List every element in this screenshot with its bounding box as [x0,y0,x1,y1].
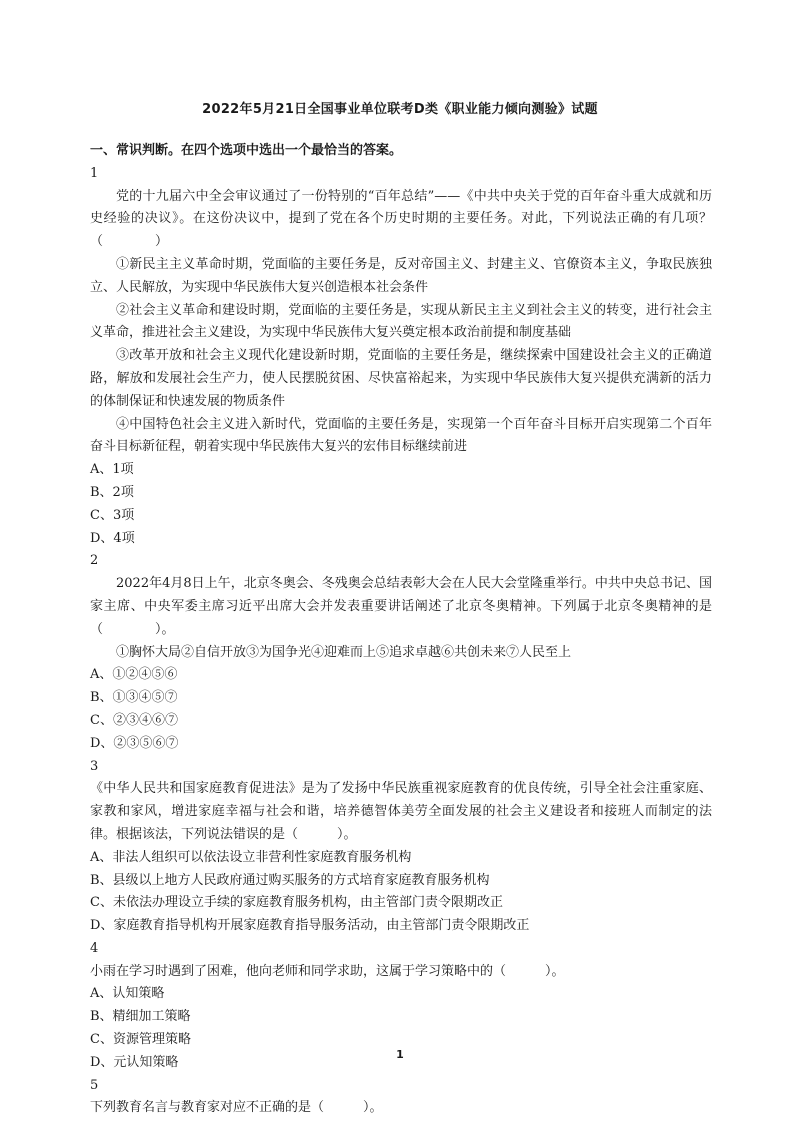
question-2 [90,550,712,755]
question-stem: 下列教育名言与教育家对应不正确的是（ ）。 [90,1100,383,1116]
option-a: A、非法人组织可以依法设立非营利性家庭教育服务机构 [90,849,412,865]
statement-4: ④中国特色社会主义进入新时代，党面临的主要任务是，实现第一个百年奋斗目标开启实现第二个百年奋斗目标新征程，朝着实现中华民族伟大复兴的宏伟目标继续前进 [90,416,712,455]
option-c: C、未依法办理设立手续的家庭教育服务机构，由主管部门责令限期改正 [90,895,503,911]
question-stem: 2022年4月8日上午，北京冬奥会、冬残奥会总结表彰大会在人民大会堂隆重举行。中共中央总书记、国家主席、中央军委主席习近平出席大会并发表重要讲话阐述了北京冬奥精神。下列属于北京冬奥精神的是（ ）。 [90,576,712,637]
option-d: D、家庭教育指导机构开展家庭教育指导服务活动，由主管部门责令限期改正 [90,918,530,934]
option-a: A、认知策略 [90,986,165,1002]
statement-2: ②社会主义革命和建设时期，党面临的主要任务是，实现从新民主主义到社会主义的转变，进行社会主义革命，推进社会主义建设，为实现中华民族伟大复兴奠定根本政治前提和制度基础 [90,302,712,341]
exam-content [90,140,712,1120]
question-5 [90,1075,712,1121]
section-heading: 一、常识判断。在四个选项中选出一个最恰当的答案。 [90,143,403,158]
option-d: D、4项 [90,530,135,546]
statement-1: ①新民主主义革命时期，党面临的主要任务是，反对帝国主义、封建主义、官僚资本主义，争取民族独立、人民解放，为实现中华民族伟大复兴创造根本社会条件 [90,256,712,295]
statement-1: ①胸怀大局②自信开放③为国争光④迎难而上⑤追求卓越⑥共创未来⑦人民至上 [116,644,572,660]
question-number: 3 [90,758,99,774]
question-stem: 党的十九届六中全会审议通过了一份特别的“百年总结”——《中共中央关于党的百年奋斗重大成就和历史经验的决议》。在这份决议中，提到了党在各个历史时期的主要任务。对此，下列说法正确的有几项？（ ） [90,188,712,250]
question-stem: 小雨在学习时遇到了困难，他向老师和同学求助，这属于学习策略中的（ ）。 [90,963,565,979]
option-b: B、2项 [90,484,134,500]
exam-title: 2022年5月21日全国事业单位联考D类《职业能力倾向测验》试题 [202,102,598,117]
question-number: 1 [90,165,99,181]
option-c: C、资源管理策略 [90,1032,191,1048]
option-c: C、3项 [90,507,135,523]
question-3 [90,756,712,938]
question-stem: 《中华人民共和国家庭教育促进法》是为了发扬中华民族重视家庭教育的优良传统，引导全社会注重家庭、家教和家风，增进家庭幸福与社会和谐，培养德智体美劳全面发展的社会主义建设者和接班人而制定的法律。根据该法，下列说法错误的是（ ）。 [90,781,712,842]
question-1 [90,163,712,551]
option-b: B、①③④⑤⑦ [90,690,178,706]
question-number: 5 [90,1077,99,1093]
question-number: 4 [90,940,99,956]
option-a: A、1项 [90,462,134,478]
page-number: 1 [396,1048,404,1061]
option-b: B、精细加工策略 [90,1009,191,1025]
option-c: C、②③④⑥⑦ [90,712,178,728]
option-d: D、元认知策略 [90,1054,179,1070]
option-d: D、②③⑤⑥⑦ [90,735,179,751]
option-a: A、①②④⑤⑥ [90,667,178,683]
question-number: 2 [90,553,99,569]
option-b: B、县级以上地方人民政府通过购买服务的方式培育家庭教育服务机构 [90,872,490,888]
statement-3: ③改革开放和社会主义现代化建设新时期，党面临的主要任务是，继续探索中国建设社会主义的正确道路，解放和发展社会生产力，使人民摆脱贫困、尽快富裕起来，为实现中华民族伟大复兴提供充满新的活力的体制保证和快速发展的物质条件 [90,348,712,409]
